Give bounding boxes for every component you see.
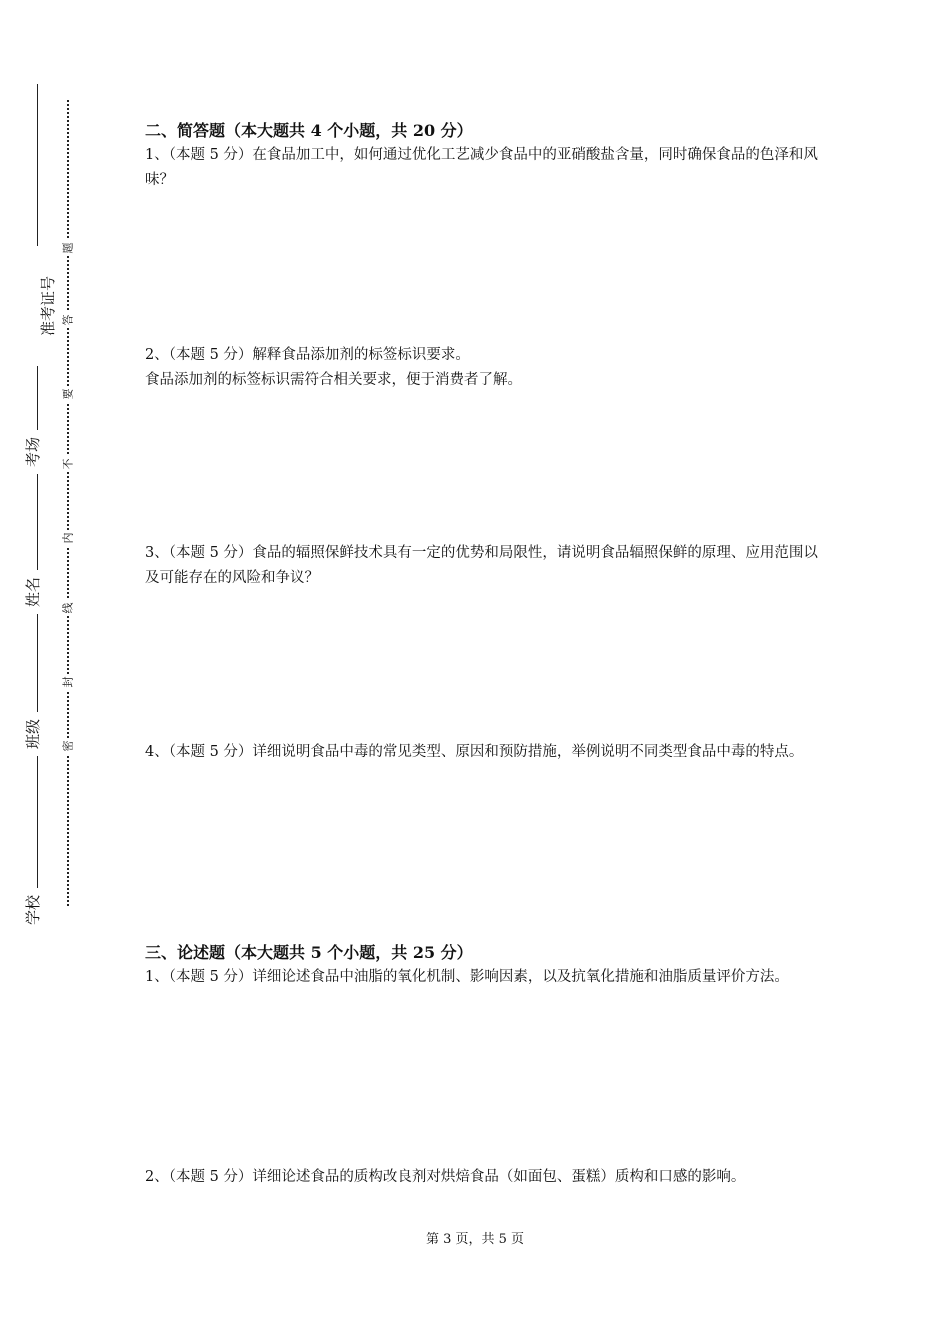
name-field [18,570,46,614]
binding-solid-line [37,84,38,924]
question-text: 1、（本题 5 分）在食品加工中，如何通过优化工艺减少食品中的亚硝酸盐含量，同时确保食品的色泽和风味？ [145,147,818,188]
section-title-essay: 三、论述题（本大题共 5 个小题，共 25 分） [145,943,473,962]
exam-id-field [18,246,58,366]
seal-char: 线 [60,600,76,616]
class-field [18,712,46,756]
exam-id-label: 准考证号 [39,275,58,337]
name-label: 姓名 [24,576,43,608]
seal-char: 密 [60,738,76,754]
seal-char: 要 [60,386,76,402]
page-number: 第 3 页，共 5 页 [425,1232,525,1247]
binding-strip [0,0,110,1344]
seal-char: 内 [60,530,76,546]
seal-char: 封 [60,674,76,690]
question-note: 食品添加剂的标签标识需符合相关要求，便于消费者了解。 [145,372,522,388]
class-label: 班级 [24,718,43,750]
seal-char: 答 [60,312,76,328]
question-text: 2、（本题 5 分）解释食品添加剂的标签标识要求。 [145,347,470,363]
school-field [18,888,46,932]
seal-char: 不 [60,456,76,472]
question-text: 1、（本题 5 分）详细论述食品中油脂的氧化机制、影响因素，以及抗氧化措施和油脂质量评价方法。 [145,969,789,985]
question-text: 3、（本题 5 分）食品的辐照保鲜技术具有一定的优势和局限性，请说明食品辐照保鲜的原理、应用范围以及可能存在的风险和争议？ [145,545,818,586]
exam-room-field [18,430,46,474]
question-text: 4、（本题 5 分）详细说明食品中毒的常见类型、原因和预防措施，举例说明不同类型食品中毒的特点。 [145,744,804,760]
exam-room-label: 考场 [24,436,43,468]
question-text: 2、（本题 5 分）详细论述食品的质构改良剂对烘焙食品（如面包、蛋糕）质构和口感的影响。 [145,1169,746,1185]
seal-char: 题 [60,240,76,256]
binding-dotted-line [67,100,69,906]
section-title-short-answer: 二、简答题（本大题共 4 个小题，共 20 分） [145,121,473,140]
school-label: 学校 [24,894,43,926]
